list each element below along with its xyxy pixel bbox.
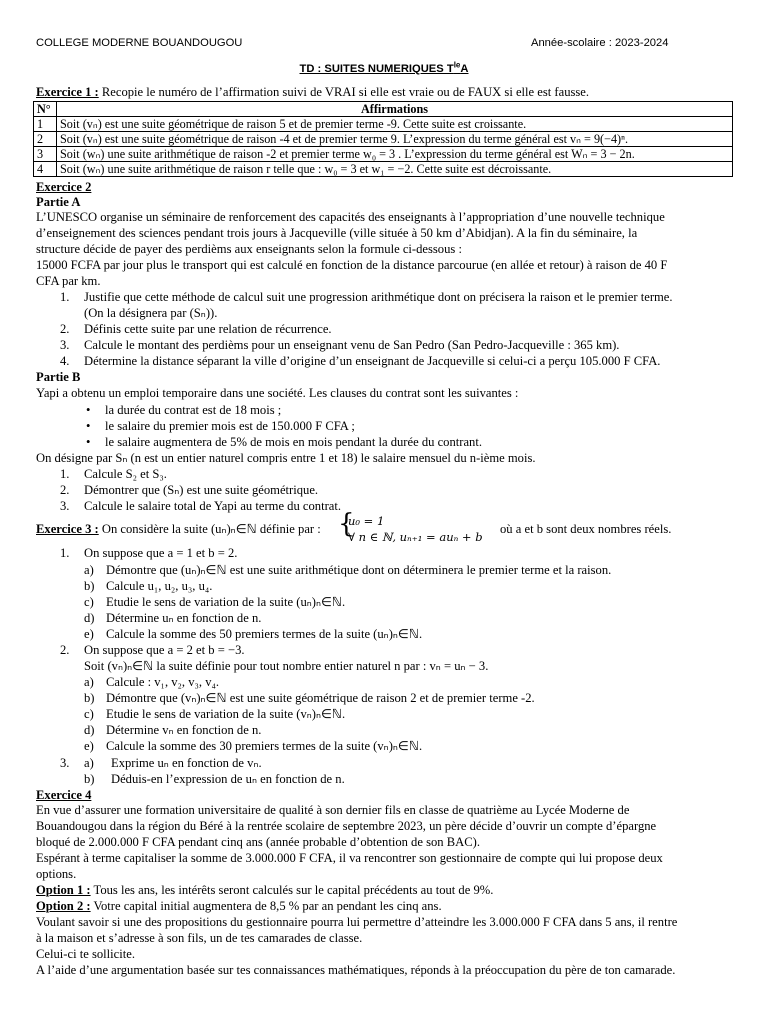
item-letter: c) — [84, 707, 94, 721]
question-number: 2. — [60, 322, 70, 336]
brace-icon: { — [338, 509, 355, 539]
item-text: Calcule la somme des 30 premiers termes de la suite (vₙ)ₙ∈ℕ. — [106, 739, 423, 753]
item-letter: a) — [84, 675, 94, 689]
question-text: On suppose que a = 1 et b = 2. — [84, 546, 238, 560]
ex2-partA-line: L’UNESCO organise un séminaire de renforcement des capacités des enseignants à l’appropriation d’une nouvelle technique — [36, 210, 665, 224]
bullet-icon: • — [86, 419, 91, 433]
question-text: (On la désignera par (Sₙ)). — [84, 306, 218, 320]
ex4-line: En vue d’assurer une formation universitaire de qualité à son dernier fils en classe de quatrième au Lycée Moderne de — [36, 803, 630, 817]
question-number: 3. — [60, 756, 70, 770]
col-aff-header: Affirmations — [57, 102, 733, 117]
item-letter: a) — [84, 756, 94, 770]
table-row: 3 Soit (wₙ) une suite arithmétique de raison -2 et premier terme w₀ = 3 . L’expression du terme général est Wₙ = 3 − 2n. — [34, 147, 733, 162]
ex2-partA-heading: Partie A — [36, 195, 81, 209]
question-number: 2. — [60, 483, 70, 497]
page-title: TD : SUITES NUMERIQUES $T^{le}A$ — [299, 60, 469, 75]
table-row: 1 Soit (vₙ) est une suite géométrique de raison 5 et de premier terme -9. Cette suite est croissante. — [34, 117, 733, 132]
item-letter: b) — [84, 579, 95, 593]
ex2-partA-line: structure décide de payer des perdièms aux enseignants selon la formule ci-dessous : — [36, 242, 462, 256]
item-text: Détermine vₙ en fonction de n. — [106, 723, 262, 737]
school-name: COLLEGE MODERNE BOUANDOUGOU — [36, 37, 243, 49]
ex4-line: options. — [36, 867, 77, 881]
item-text: Démontre que (vₙ)ₙ∈ℕ est une suite géométrique de raison 2 et de premier terme -2. — [106, 691, 535, 705]
bullet-icon: • — [86, 435, 91, 449]
item-text: Calcule : v₁, v₂, v₃, v₄. — [106, 675, 220, 689]
ex4-end-line: Celui-ci te sollicite. — [36, 947, 135, 961]
item-letter: e) — [84, 739, 94, 753]
question-number: 3. — [60, 338, 70, 352]
ex4-end-line: A l’aide d’une argumentation basée sur tes connaissances mathématiques, réponds à la préoccupation du père de ton camarade. — [36, 963, 676, 977]
ex4-line: bloqué de 2.000.000 F CFA pendant cinq ans (année probable d’obtention de son BAC). — [36, 835, 480, 849]
bullet-text: la durée du contrat est de 18 mois ; — [105, 403, 282, 417]
item-text: Calcule u₁, u₂, u₃, u₄. — [106, 579, 213, 593]
system-line-2: ∀ n ∈ ℕ, uₙ₊₁ = auₙ + b — [348, 530, 483, 544]
table-header-row — [34, 102, 733, 117]
ex2-partB-heading: Partie B — [36, 370, 81, 384]
question-number: 1. — [60, 546, 70, 560]
ex4-line: Espérant à terme capitaliser la somme de 3.000.000 F CFA, il va rencontrer son gestionnaire de compte qui lui propose deux — [36, 851, 663, 865]
ex2-partB-intro: Yapi a obtenu un emploi temporaire dans une société. Les clauses du contrat sont les suivantes : — [36, 386, 519, 400]
item-text: Etudie le sens de variation de la suite (uₙ)ₙ∈ℕ. — [106, 595, 346, 609]
ex3-intro-tail: où a et b sont deux nombres réels. — [500, 522, 672, 536]
question-text: On suppose que a = 2 et b = −3. — [84, 643, 245, 657]
item-letter: d) — [84, 611, 95, 625]
bullet-icon: • — [86, 403, 91, 417]
question-text: Détermine la distance séparant la ville d’origine d’un enseignant de Jacqueville si celui-ci a perçu 105.000 F CFA. — [84, 354, 661, 368]
item-text: Détermine uₙ en fonction de n. — [106, 611, 262, 625]
question-text: Calcule S₂ et S₃. — [84, 467, 167, 481]
ex3-intro: Exercice 3 : On considère la suite (uₙ)ₙ∈ℕ définie par : — [36, 522, 321, 536]
bullet-text: le salaire augmentera de 5% de mois en mois pendant la durée du contrant. — [105, 435, 482, 449]
item-text: Etudie le sens de variation de la suite (vₙ)ₙ∈ℕ. — [106, 707, 346, 721]
question-definition: Soit (vₙ)ₙ∈ℕ la suite définie pour tout nombre entier naturel n par : vₙ = uₙ − 3. — [84, 659, 489, 673]
question-number: 1. — [60, 467, 70, 481]
table-row: 2 Soit (vₙ) est une suite géométrique de raison -4 et de premier terme 9. L’expression du terme général est vₙ = 9(−4)ⁿ. — [34, 132, 733, 147]
item-text: Calcule la somme des 50 premiers termes de la suite (uₙ)ₙ∈ℕ. — [106, 627, 423, 641]
question-number: 1. — [60, 290, 70, 304]
question-text: Définis cette suite par une relation de récurrence. — [84, 322, 332, 336]
ex2-partA-line: CFA par km. — [36, 274, 101, 288]
ex2-heading: Exercice 2 — [36, 180, 92, 194]
col-num-header: N° — [34, 102, 57, 117]
option-2: Option 2 : Votre capital initial augmentera de 8,5 % par an pendant les cinq ans. — [36, 899, 442, 913]
ex2-partA-line: d’enseignement des sciences pendant trois jours à Jacqueville (ville située à 50 km d’Abidjan). A la fin du séminaire, la — [36, 226, 638, 240]
ex2-partB-definition: On désigne par Sₙ (n est un entier naturel compris entre 1 et 18) le salaire mensuel du n-ième mois. — [36, 451, 536, 465]
item-letter: d) — [84, 723, 95, 737]
table-row: 4 Soit (wₙ) une suite arithmétique de raison r telle que : w₀ = 3 et w₁ = −2. Cette suite est décroissante. — [34, 162, 733, 177]
affirmations-table — [33, 101, 733, 177]
item-text: Démontre que (uₙ)ₙ∈ℕ est une suite arithmétique dont on déterminera le premier terme et la raison. — [106, 563, 612, 577]
item-letter: c) — [84, 595, 94, 609]
system-line-1: u₀ = 1 — [348, 514, 385, 528]
question-number: 4. — [60, 354, 70, 368]
question-text: Justifie que cette méthode de calcul suit une progression arithmétique dont on précisera la raison et le premier terme. — [84, 290, 673, 304]
ex4-end-line: Voulant savoir si une des propositions du gestionnaire pourra lui permettre d’atteindre les 3.000.000 F CFA dans 5 ans, il rentre — [36, 915, 678, 929]
item-text: Déduis-en l’expression de uₙ en fonction de n. — [111, 772, 345, 786]
question-text: Calcule le salaire total de Yapi au terme du contrat. — [84, 499, 342, 513]
school-year: Année-scolaire : 2023-2024 — [531, 37, 669, 49]
ex4-end-line: à la maison et s’adresse à son fils, un de tes camarades de classe. — [36, 931, 363, 945]
ex4-line: Bouandougou dans la région du Béré à la rentrée scolaire de septembre 2023, un père décide d’ouvrir un compte d’épargne — [36, 819, 657, 833]
item-text: Exprime uₙ en fonction de vₙ. — [111, 756, 262, 770]
item-letter: b) — [84, 772, 95, 786]
item-letter: e) — [84, 627, 94, 641]
question-number: 3. — [60, 499, 70, 513]
option-1: Option 1 : Tous les ans, les intérêts seront calculés sur le capital précédents au tout de 9%. — [36, 883, 494, 897]
question-text: Démontrer que (Sₙ) est une suite géométrique. — [84, 483, 319, 497]
question-text: Calcule le montant des perdièms pour un enseignant venu de San Pedro (San Pedro-Jacqueville : 365 km). — [84, 338, 620, 352]
item-letter: b) — [84, 691, 95, 705]
bullet-text: le salaire du premier mois est de 150.000 F CFA ; — [105, 419, 355, 433]
ex1-intro: Exercice 1 : Recopie le numéro de l’affirmation suivi de VRAI si elle est vraie ou de FAUX si elle est fausse. — [36, 85, 590, 99]
question-number: 2. — [60, 643, 70, 657]
ex4-heading: Exercice 4 — [36, 788, 92, 802]
item-letter: a) — [84, 563, 94, 577]
ex2-partA-line: 15000 FCFA par jour plus le transport qui est calculé en fonction de la distance parcourue (en allée et retour) à raison de 40 F — [36, 258, 668, 272]
